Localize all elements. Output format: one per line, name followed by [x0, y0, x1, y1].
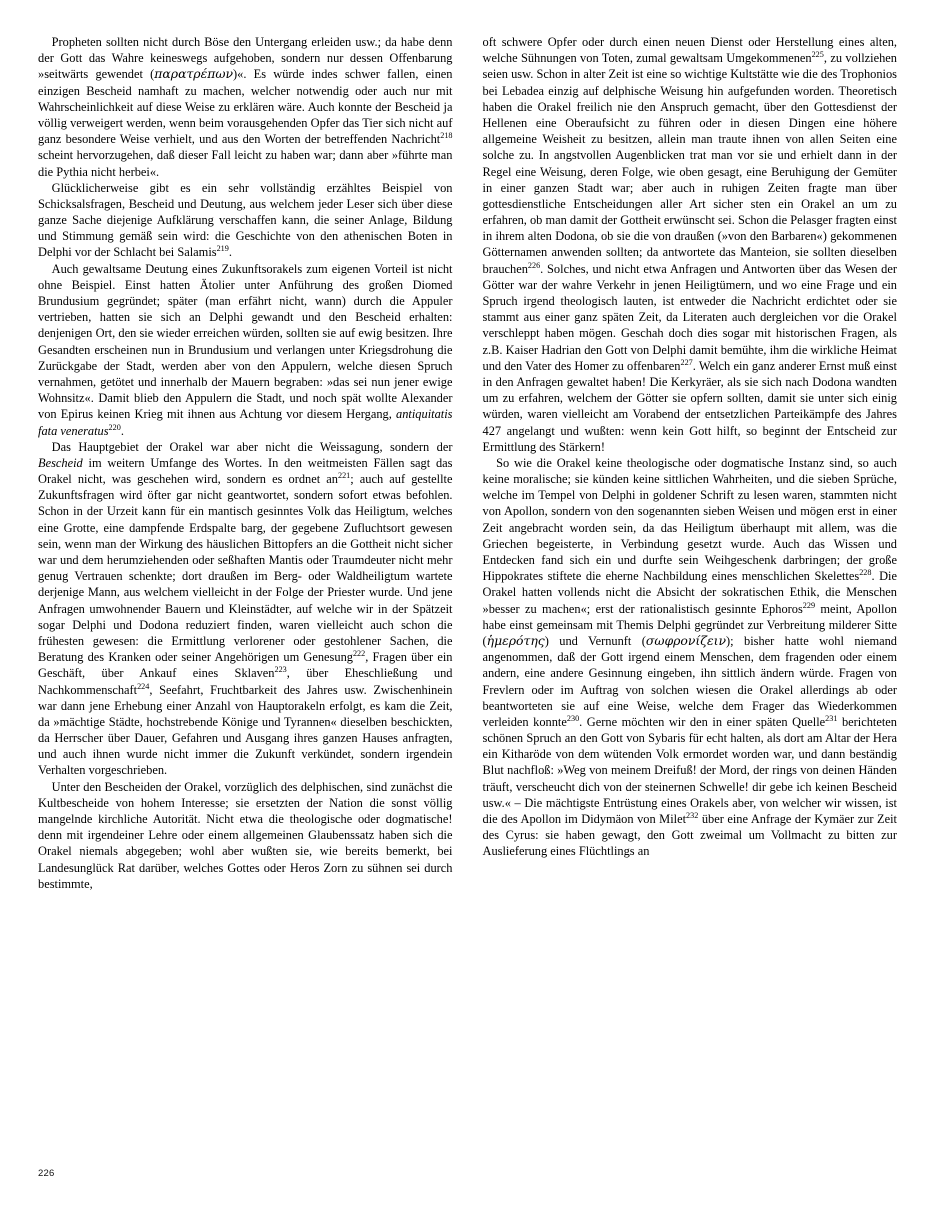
footnote-marker: 219 — [216, 244, 229, 254]
footnote-marker: 223 — [274, 665, 287, 675]
footnote-marker: 224 — [137, 681, 150, 691]
greek-phrase: σωφρονίζειν — [645, 632, 727, 648]
footnote-marker: 225 — [811, 50, 824, 60]
paragraph: Unter den Bescheiden der Orakel, vorzüglich des delphischen, sind zunächst die Kultbescheide von hohem Interesse; sie ersetzten der Nation die sonst völlig mangelnde kirchliche Autorität. Nicht etwa die theologische oder dogmatische! denn mit irgendeiner Lehre oder einem allgemeinen Glaubenssatz haben sich die Orakel niemals abgegeben; wohl aber wußten sie, wie bereits bemerkt, bei Landesunglück Rat darüber, welches Gottes oder Heros Zorn zu sühnen sei durch bestimmte, — [38, 779, 453, 891]
paragraph: Glücklicherweise gibt es ein sehr vollständig erzähltes Beispiel von Schicksalsfragen, Bescheid und Deutung, aus welchem jeder Leser sich über diese ganze Sache diejenige Aufklärung verschaffen kann, die seiner Anlage, Bildung und Stimmung gemäß sein wird: die Geschichte von den athenischen Boten in Delphi vor der Schlacht bei Salamis$^{219}$. — [38, 180, 453, 260]
latin-phrase: antiquitatis fata veneratus — [38, 407, 453, 438]
footnote-marker: 227 — [680, 357, 693, 367]
left-text-column — [38, 34, 453, 1144]
footnote-marker: 231 — [825, 713, 838, 723]
footnote-marker: 232 — [686, 810, 699, 820]
footnote-marker: 218 — [440, 131, 453, 140]
page-number: 226 — [38, 1168, 55, 1179]
paragraph: Auch gewaltsame Deutung eines Zukunftsorakels zum eigenen Vorteil ist nicht ohne Beispiel. Einst hatten Ätolier unter Anführung des großen Diomed Brundusium gegründet; später (man erfährt nicht, wann) durch die Appuler vertrieben, hatten sie sich an Delphi gewandt und den Bescheid erhalten: denjenigen Ort, den sie wieder erreichen würden, sollten sie auf ewig besitzen. Ihre Gesandten erscheinen nun in Brundusium und verlangen unter Kriegsdrohung die Zurückgabe der Stadt, werden aber von den Appulern, welche diesen Spruch vernahmen, getötet und innerhalb der Mauern begraben: »das sei nun jener ewige Wohnsitz«. Damit blieb den Appulern die Stadt, und noch spät wollte Alexander von Epirus keinen Krieg mit ihnen aus Achtung vor diesem Hergang, antiquitatis fata veneratus$^{220}$. — [38, 261, 453, 438]
footnote-marker: 221 — [337, 470, 351, 480]
paragraph: oft schwere Opfer oder durch einen neuen Dienst oder Herstellung eines alten, welche Sühnungen von Toten, zumal gewaltsam Umgekommenen$^{225}$, zu vollziehen seien usw. Schon in alter Zeit ist eine so wichtige Kultstätte wie die des Trophonios bei Lebadea einzig auf delphische Weisung hin aufgefunden worden. Theoretisch haben die Orakel freilich nie den Anspruch gemacht, über den Gottesdienst der Hellenen eine Oberaufsicht zu führen oder in diesen Dingen eine höhere allgemeine Weisheit zu besitzen, allein man traute ihnen von allen Seiten eine solche zu. In angstvollen Augenblicken trat man vor sie und erhielt dann in der Regel eine Weisung, deren Folge, wie oben gesagt, eine Beruhigung der Gemüter in einer ganzen Stadt war; aber auch in ruhigen Zeiten fragte man über gottesdienstliche Entscheidungen aller Art sicher sten ein Orakel an um zu erfahren, ob man damit der Gottheit erwünscht sei. Schon die Pelasger fragten einst in ihrem alten Dodona, ob sie die von draußen (»von den Barbaren«) gekommenen Götternamen anwenden sollten; da antwortete das Manteion, sie sollten dieselben brauchen$^{226}$. Solches, und nicht etwa Anfragen und Antworten über das Wesen der Götter war der wahre Verkehr in jenen Heiligtümern, und wo eine Frage und ein Spruch irgend theologisch lauten, ist entweder die Nachricht erdichtet oder sie stammt aus einer ganz späten Zeit, da Literaten auch dergleichen vor die Orakel verschleppt haben mögen. Geschah doch dies sogar mit historischen Fragen, als z.B. Kaiser Hadrian den Gott von Delphi damit bemühte, ihm die wirkliche Heimat und den Vater des Homer zu offenbaren$^{227}$. Welch ein ganz anderer Ernst muß einst in den Anfragen gewaltet haben! Die Kerkyräer, als sie sich nach Dodona wandten um zu erfahren, welchem der Götter sie opfern sollten, damit sie unter sich einig würden, waren vielleicht am Vorabend der entsetzlichen Parteikämpfe des Jahres 427 angelangt und wußten: wenn kein Gott hilft, so beginnt der Entscheid zur Ermittlung des Stärkern! — [482, 35, 897, 454]
two-column-text-body — [38, 34, 897, 1144]
footnote-marker: 229 — [802, 600, 816, 610]
footnote-marker: 222 — [352, 649, 366, 658]
paragraph: So wie die Orakel keine theologische oder dogmatische Instanz sind, so auch keine moralische; sie künden keine sittlichen Wahrheiten, und die sieben Sprüche, welche im Tempel von Delphi in goldener Schrift zu lesen waren, stammten nicht von Apollon, sondern von den sogenannten sieben Weisen und mögen erst in einer Zeit angebracht worden sein, da das Heiligtum überhaupt mit allem, was die Griechen begeisterte, in Verbindung gesetzt wurde. Auch das Wissen und Entdecken fand sich ein und durfte sein Weihgeschenk darbringen; der große Hippokrates stiftete die eherne Nachbildung eines menschlichen Skelettes$^{228}$. Die Orakel hatten vollends nicht die Absicht der sokratischen Ethik, die Menschen »besser zu machen«; erst der rationalistisch gesinnte Ephoros$^{229}$ meint, Apollon habe einst gemeinsam mit Themis Delphi gegründet zur Verbreitung milderer Sitte (ἡμερότης) und Vernunft (σωφρονίζειν); bisher hatte wohl niemand angenommen, daß der Gott irgend einem Menschen, dem fragenden oder einem andern, eine andere Gesinnung eingeben, ihn sittlich ändern würde. Fragen von Frevlern oder im Auftrag von solchen wiesen die Orakel allerdings ab oder beantworteten sie auf eine Weise, welche dem Frager das Wiederkommen verleiden konnte$^{230}$. Gerne möchten wir den in einer späten Quelle$^{231}$ berichteten schönen Spruch an den Gott von Sybaris für echt halten, als dort am Altar der Hera ein Kitharöde von dem wütenden Volk ermordet worden war, und dann beständig Blut nachfloß: »Weg von meinem Dreifuß! der Mord, der rings von deinen Händen träuft, verscheucht dich von der steinernen Schwelle! dir gebe ich keinen Bescheid usw.« – Die mächtigste Entrüstung eines Orakels aber, von welcher wir wissen, ist die des Apollon im Didymäon von Milet$^{232}$ über eine Anfrage der Kymäer zur Zeit des Cyrus: sie haben gewagt, den Gott zweimal um Vollmacht zu bitten zur Auslieferung eines Flüchtlings an — [482, 455, 898, 859]
paragraph: Das Hauptgebiet der Orakel war aber nicht die Weissagung, sondern der Bescheid im weitern Umfange des Wortes. In den weitmeisten Fällen sagt das Orakel nicht, was geschehen wird, sondern es ordnet $an^{221}$; auch auf gestellte Zukunftsfragen wird öfter gar nicht geantwortet, sondern sofort etwas befohlen. Schon in der Urzeit kann für ein mantisch gesinntes Volk das Heiligtum, welches eine Grotte, eine dampfende Erdspalte barg, der gegebene Zufluchtsort gewesen sein, wenn man der Wirkung des häuslichen Bittopfers an die Gottheit nicht sicher war und dem herumziehenden oder seßhaften Mantis oder Traumdeuter nicht mehr genug Vertrauen schenkte; dort draußen im Berg- oder Waldheiligtum wartete derjenige Mann, aus welchem vielleicht in der Folge der Priester wurde. Und jene Anfragen umwohnender Bauern und Kleinstädter, auf welche wir in der Spätzeit sogar Delphi und Dodona reduziert finden, waren vielleicht auch schon die frühesten gewesen: die Ermittlung verlorener oder gestohlener Sachen, die Beratung des Kranken oder seiner Angehörigen um Genesung$^{222}$, Fragen über ein Geschäft, über Ankauf eines Sklaven$^{223}$, über Eheschließung und Nachkommenschaft$^{224}$, Seefahrt, Fruchtbarkeit des Jahres usw. Zwischenhinein war dann jene Erhebung einer Anzahl von Hauptorakeln erfolgt, es kam die Zeit, da »mächtige Städte, hochstrebende Könige und Tyrannen« dieselben beschickten, da Herrscher über Dauer, Gefahren und Ausgang ihres ganzen Hauses anfragten, und auch ihnen wurde nicht immer die Zukunft verkündet, sondern irgendein Verhalten vorgeschrieben. — [38, 439, 453, 778]
footnote-marker: 220 — [108, 422, 121, 432]
emphasis: Bescheid — [38, 455, 83, 470]
greek-phrase: παρατρέπων — [154, 66, 234, 82]
footnote-marker: 226 — [527, 260, 541, 270]
right-text-column — [483, 34, 898, 1144]
footnote-marker: 228 — [859, 568, 872, 578]
greek-phrase: ἡμερότης — [486, 632, 545, 648]
footnote-marker: 230 — [566, 713, 580, 723]
paragraph: Propheten sollten nicht durch Böse den Untergang erleiden usw.; da habe denn der Gott das Wahre keineswegs aufgehoben, sondern nur dessen Offenbarung »seitwärts gewendet (παρατρέπων)«. Es würde indes schwer fallen, einen einzigen Bescheid namhaft zu machen, welcher notwendig oder auch nur mit Wahrscheinlichkeit auf diese Weise zu erklären wäre. Auch konnte der Bescheid ja völlig verweigert werden, wenn beim vorausgehenden Opfer das Tier sich nicht auf ganz besondere Weise verhielt, und aus den Worten der betreffenden Nachricht$^{218}$ scheint hervorzugehen, daß dieser Fall leicht zu haben war; dann aber »führte man die Pythia nicht herbei«. — [38, 35, 453, 179]
